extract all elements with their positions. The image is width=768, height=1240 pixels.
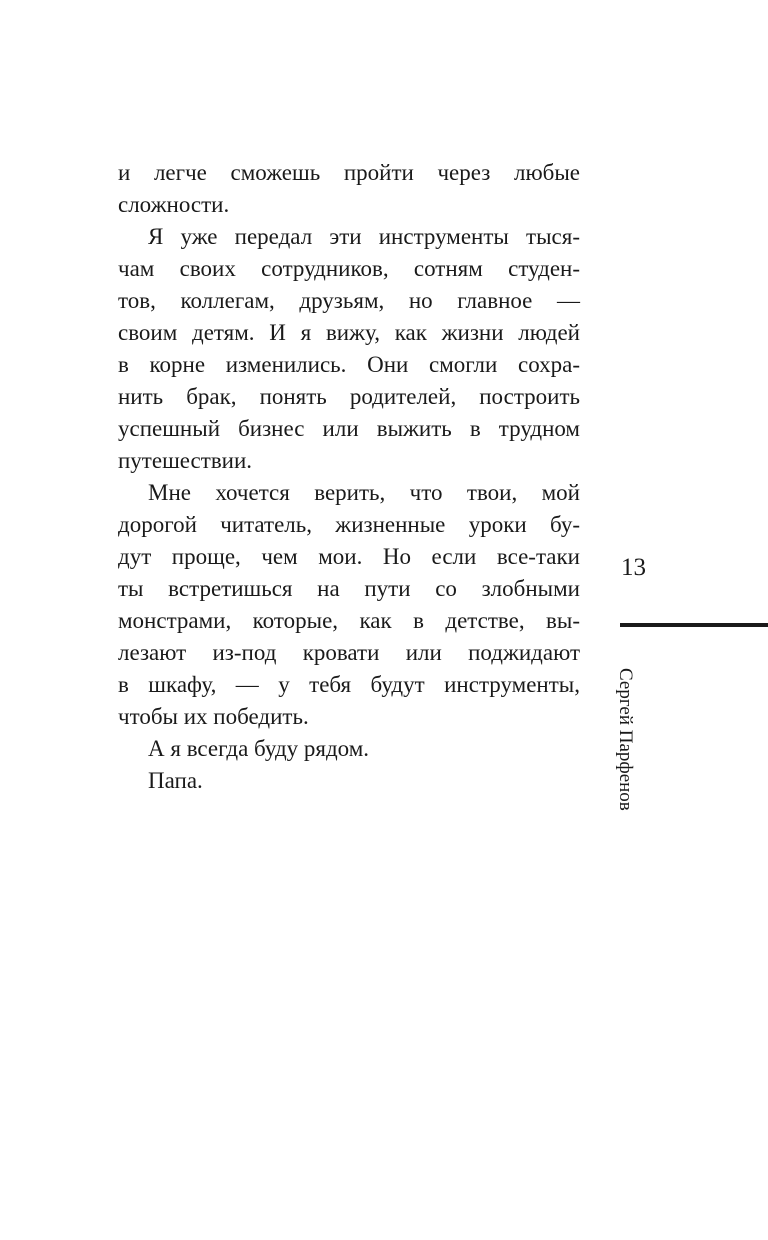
text-line: А я всегда буду рядом.	[148, 736, 370, 761]
text-line: нить брак, понять родителей, построить	[118, 384, 580, 409]
text-line: в шкафу, — у тебя будут инструменты,	[118, 672, 580, 697]
text-line: Папа.	[148, 768, 203, 793]
text-line: чтобы их победить.	[118, 704, 309, 729]
text-line: ты встретишься на пути со злобными	[118, 576, 580, 601]
text-line: сложности.	[118, 192, 230, 217]
text-line: путешествии.	[118, 448, 253, 473]
body-text	[118, 157, 580, 797]
text-line: лезают из-под кровати или поджидают	[118, 640, 580, 665]
text-line: чам своих сотрудников, сотням студен-	[118, 256, 580, 281]
text-line: в корне изменились. Они смогли сохра-	[118, 352, 580, 377]
text-line: своим детям. И я вижу, как жизни людей	[118, 320, 580, 345]
page-number: 13	[621, 554, 646, 581]
text-line: дорогой читатель, жизненные уроки бу-	[118, 512, 580, 537]
text-line: Мне хочется верить, что твои, мой	[148, 480, 580, 505]
text-line: и легче сможешь пройти через любые	[118, 160, 580, 185]
text-line: успешный бизнес или выжить в трудном	[118, 416, 580, 441]
running-head: Сергей Парфенов	[615, 668, 636, 811]
text-line: дут проще, чем мои. Но если все-таки	[118, 544, 580, 569]
text-line: монстрами, которые, как в детстве, вы-	[118, 608, 580, 633]
text-line: тов, коллегам, друзьям, но главное —	[118, 288, 580, 313]
text-line: Я уже передал эти инструменты тыся-	[148, 224, 580, 249]
margin-rule	[620, 623, 768, 627]
